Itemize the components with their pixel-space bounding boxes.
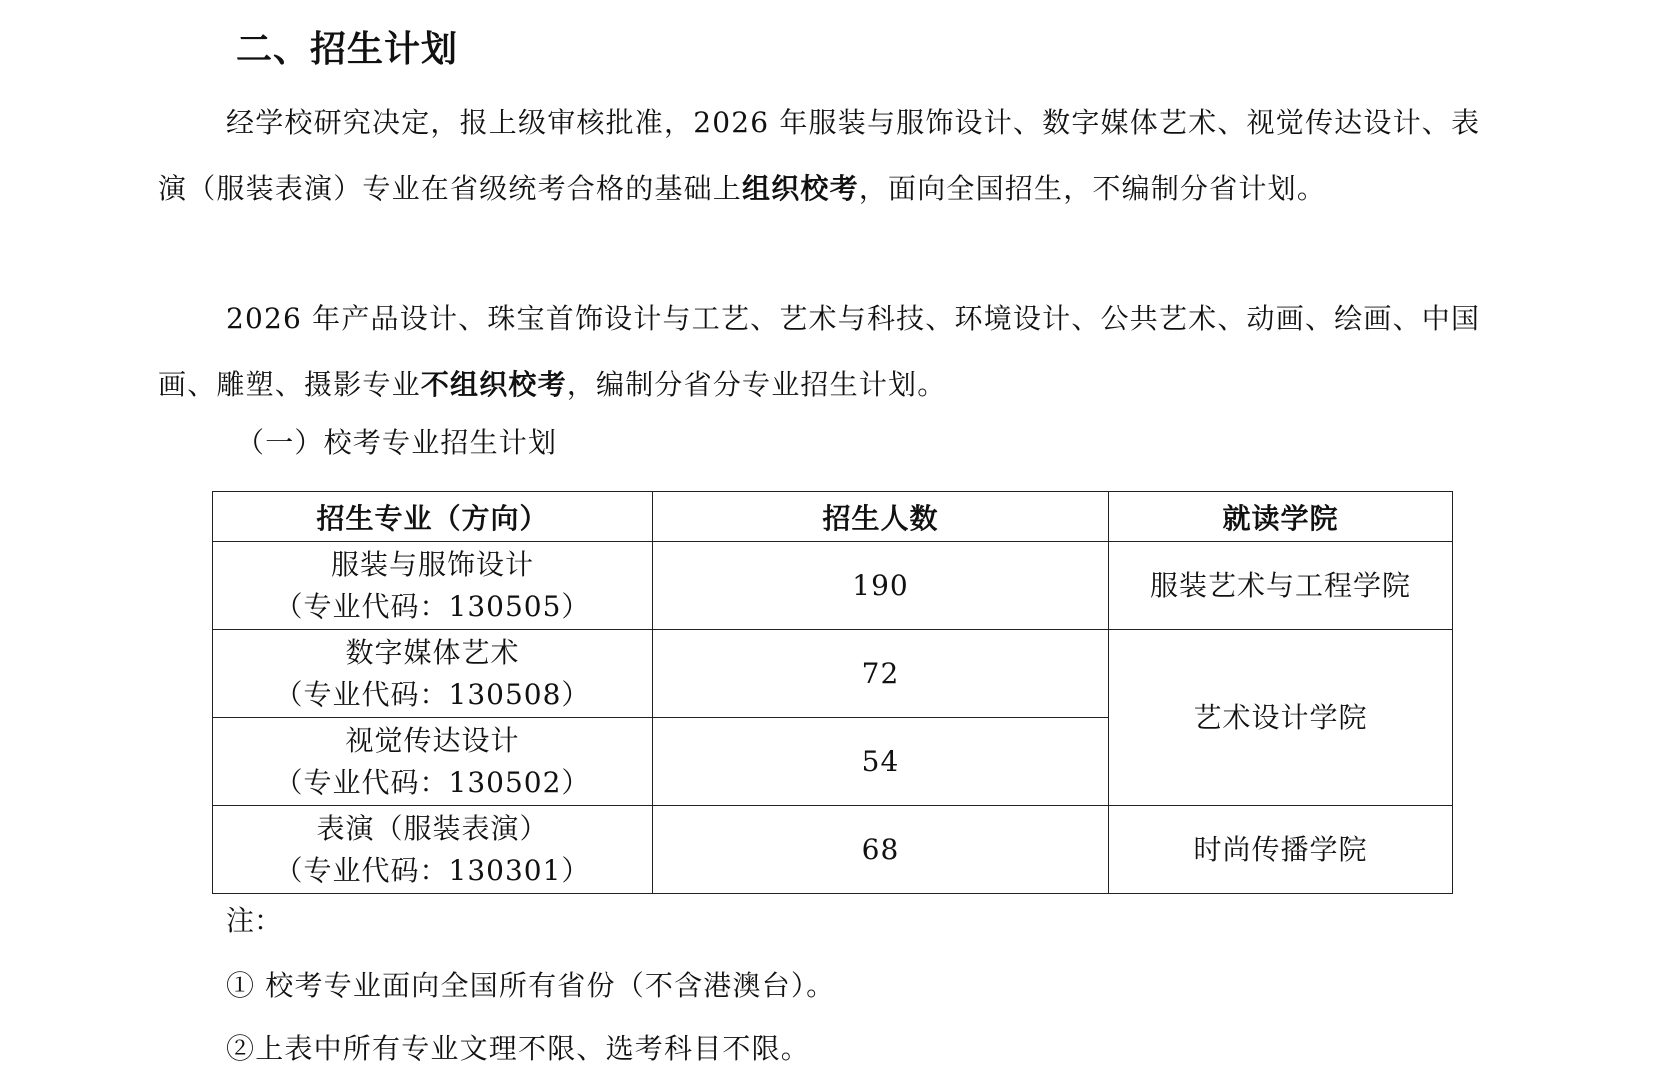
major-name: 表演（服装表演） xyxy=(316,811,549,845)
major-cell xyxy=(213,630,653,718)
major-cell xyxy=(213,806,653,894)
major-name: 视觉传达设计 xyxy=(345,723,520,757)
table-header-row xyxy=(213,492,1453,542)
notes-label: 注： xyxy=(226,904,283,937)
count-cell: 190 xyxy=(653,542,1109,630)
enrollment-plan-table xyxy=(212,491,1453,894)
major-code: （专业代码：130508） xyxy=(274,677,591,711)
table-row xyxy=(213,630,1453,718)
college-cell-merged: 艺术设计学院 xyxy=(1109,630,1453,806)
count-cell: 68 xyxy=(653,806,1109,894)
major-code: （专业代码：130502） xyxy=(274,765,591,799)
table-row xyxy=(213,806,1453,894)
paragraph-2-bold: 不组织校考 xyxy=(420,368,567,401)
count-cell: 72 xyxy=(653,630,1109,718)
paragraph-1-text-b: ，面向全国招生，不编制分省计划。 xyxy=(858,172,1327,205)
major-name: 数字媒体艺术 xyxy=(345,635,520,669)
header-count: 招生人数 xyxy=(653,492,1109,542)
paragraph-school-exam xyxy=(158,90,1508,222)
paragraph-1-text-a: 经学校研究决定，报上级审核批准，2026 年服装与服饰设计、数字媒体艺术、视觉传达设计、表演（服装表演）专业在省级统考合格的基础上 xyxy=(158,106,1481,205)
header-major: 招生专业（方向） xyxy=(213,492,653,542)
count-cell: 54 xyxy=(653,718,1109,806)
major-cell xyxy=(213,542,653,630)
major-cell xyxy=(213,718,653,806)
paragraph-no-school-exam xyxy=(158,286,1508,418)
table-row xyxy=(213,542,1453,630)
college-cell: 时尚传播学院 xyxy=(1109,806,1453,894)
subheading: （一）校考专业招生计划 xyxy=(236,426,558,459)
note-item-1: ① 校考专业面向全国所有省份（不含港澳台）。 xyxy=(226,969,836,1002)
college-cell: 服装艺术与工程学院 xyxy=(1109,542,1453,630)
paragraph-1-bold: 组织校考 xyxy=(742,172,859,205)
header-college: 就读学院 xyxy=(1109,492,1453,542)
major-code: （专业代码：130301） xyxy=(274,853,591,887)
paragraph-2-text-b: ，编制分省分专业招生计划。 xyxy=(566,368,947,401)
major-code: （专业代码：130505） xyxy=(274,589,591,623)
note-item-2: ②上表中所有专业文理不限、选考科目不限。 xyxy=(226,1032,811,1065)
paragraph-2-text-a: 2026 年产品设计、珠宝首饰设计与工艺、艺术与科技、环境设计、公共艺术、动画、绘画、中国画、雕塑、摄影专业 xyxy=(158,302,1481,401)
section-title: 二、招生计划 xyxy=(236,29,459,70)
major-name: 服装与服饰设计 xyxy=(330,547,534,581)
